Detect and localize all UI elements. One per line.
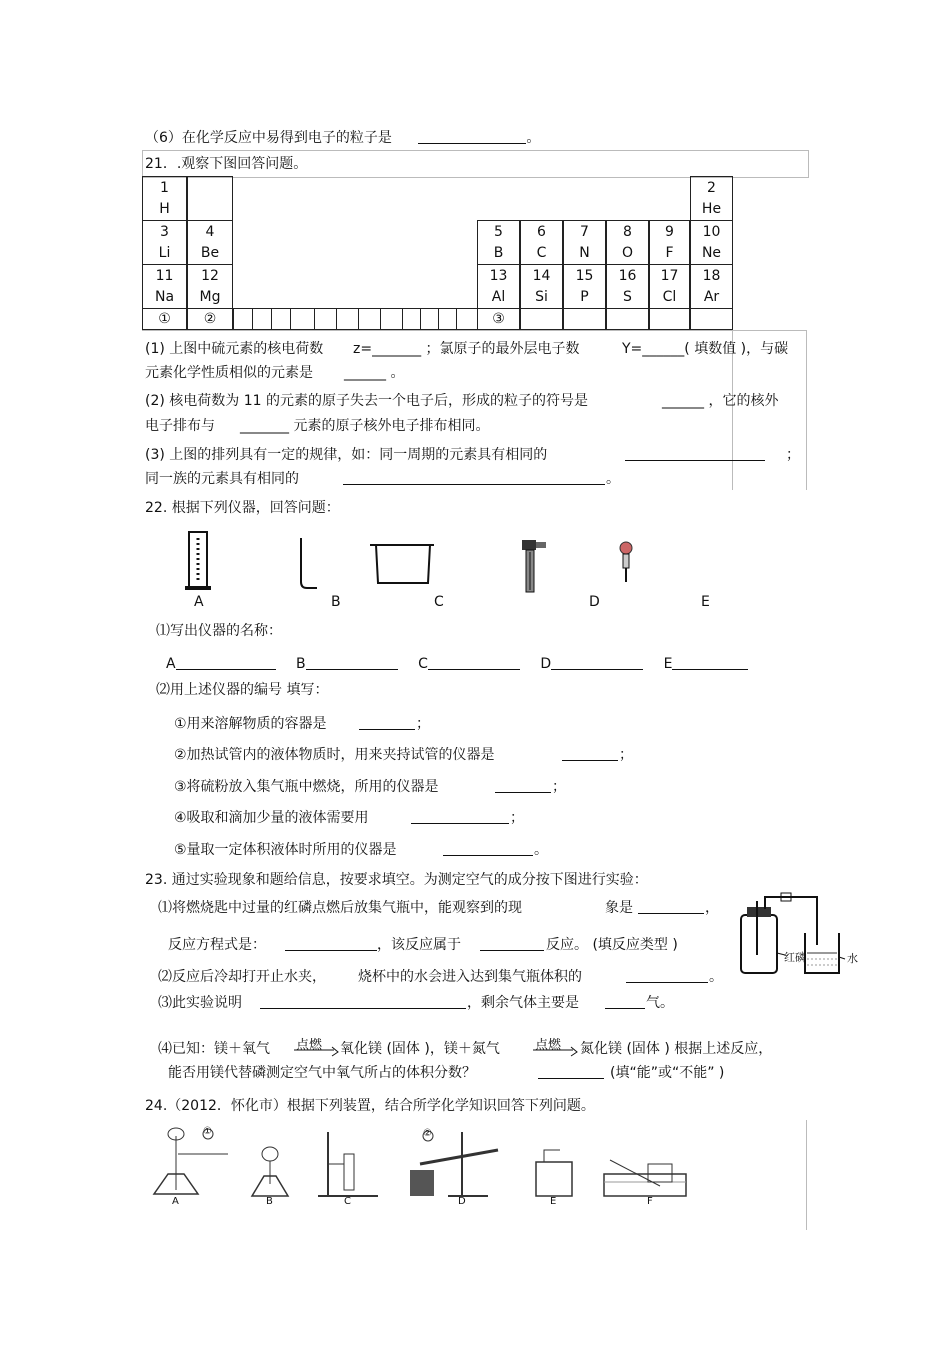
element-cell-ar xyxy=(690,264,733,309)
atomic-number: 6 xyxy=(537,224,546,240)
transition-cell xyxy=(456,308,478,330)
answer-blank[interactable] xyxy=(418,129,526,144)
q22-names-row xyxy=(166,655,748,673)
element-cell-cl xyxy=(649,264,690,309)
q21-p3d: 。 xyxy=(606,471,620,487)
q24-title: 24.（2012．怀化市）根据下列装置，结合所学化学知识回答下列问题。 xyxy=(145,1098,595,1114)
q22-title: 22. 根据下列仪器，回答问题： xyxy=(145,500,340,516)
transition-cell xyxy=(271,308,291,330)
atomic-number: 5 xyxy=(494,224,503,240)
atomic-number: 4 xyxy=(205,224,215,240)
answer-blank[interactable] xyxy=(359,715,415,730)
atomic-number: 16 xyxy=(618,268,637,284)
q23-l6a: 能否用镁代替磷测定空气中氧气所占的体积分数？ xyxy=(168,1065,476,1081)
deflagrating-spoon-icon xyxy=(518,536,552,596)
q22-subq1: ⑴写出仪器的名称： xyxy=(156,623,282,639)
element-symbol: Si xyxy=(535,289,548,305)
box-border xyxy=(142,330,807,331)
transition-cell xyxy=(420,308,439,330)
atomic-number: 11 xyxy=(155,268,174,284)
apparatus-label-a: A xyxy=(172,1196,179,1207)
element-cell-na xyxy=(142,264,187,309)
empty-cell xyxy=(606,308,649,330)
q20-item6-end: 。 xyxy=(526,130,541,146)
element-symbol: Li xyxy=(158,245,171,261)
q22-item3: ③将硫粉放入集气瓶中燃烧，所用的仪器是 xyxy=(174,779,439,795)
element-symbol: Ar xyxy=(703,289,720,305)
transition-cell xyxy=(233,308,253,330)
transition-cell xyxy=(358,308,381,330)
answer-blank[interactable] xyxy=(428,655,520,670)
atomic-number: 2 xyxy=(707,180,716,196)
q22-item5-end: 。 xyxy=(534,842,548,858)
answer-blank[interactable] xyxy=(343,470,605,485)
box-border xyxy=(806,1120,807,1230)
answer-blank[interactable] xyxy=(411,809,509,824)
atomic-number: 14 xyxy=(532,268,551,284)
element-symbol: S xyxy=(623,289,632,305)
answer-blank[interactable] xyxy=(443,841,533,856)
box-border xyxy=(806,330,807,490)
answer-blank[interactable] xyxy=(495,778,551,793)
instrument-label-d: D xyxy=(589,594,600,610)
element-symbol: F xyxy=(665,245,674,261)
transition-cell xyxy=(336,308,359,330)
air-composition-apparatus-figure xyxy=(735,893,865,983)
element-symbol: H xyxy=(159,201,170,217)
q23-l4a: ⑶此实验说明 xyxy=(158,995,242,1011)
empty-cell xyxy=(520,308,563,330)
instrument-label-b: B xyxy=(331,594,341,610)
element-symbol: Be xyxy=(200,245,220,261)
atomic-number: 13 xyxy=(489,268,508,284)
transition-cell xyxy=(380,308,403,330)
test-tube-holder-icon xyxy=(297,536,327,592)
atomic-number: 17 xyxy=(660,268,679,284)
q21-p1e: ______ 。 xyxy=(344,365,405,381)
q21-p1c: Y=______( 填数值 )，与碳 xyxy=(622,341,789,357)
atomic-number: 12 xyxy=(201,268,219,284)
q22-item4: ④吸取和滴加少量的液体需要用 xyxy=(174,810,369,826)
q21-p2a: (2) 核电荷数为 11 的元素的原子失去一个电子后，形成的粒子的符号是 xyxy=(145,393,588,409)
element-cell-he xyxy=(690,176,733,221)
period-marker: ① xyxy=(142,308,187,330)
atomic-number: 3 xyxy=(160,224,169,240)
q23-l4c: 气。 xyxy=(646,995,674,1011)
q21-p1a: (1) 上图中硫元素的核电荷数 xyxy=(145,341,324,357)
q22-item1-end: ； xyxy=(416,716,430,732)
answer-blank[interactable] xyxy=(480,936,544,951)
atomic-number: 15 xyxy=(575,268,594,284)
empty-cell xyxy=(563,308,606,330)
element-cell-c xyxy=(520,220,563,265)
reaction-condition: 点燃 xyxy=(296,1038,323,1053)
element-cell-mg xyxy=(187,264,233,309)
element-cell-si xyxy=(520,264,563,309)
element-symbol: O xyxy=(621,245,634,261)
atomic-number: 9 xyxy=(665,224,674,240)
atomic-number: 8 xyxy=(623,224,632,240)
atomic-number: 10 xyxy=(702,224,721,240)
atomic-number: 7 xyxy=(580,224,589,240)
q20-item6 xyxy=(145,129,540,147)
q23-l1b: 象是 xyxy=(605,900,633,916)
q21-p3c: 同一族的元素具有相同的 xyxy=(145,471,299,487)
element-cell-ne xyxy=(690,220,733,265)
q21-p3b: ； xyxy=(786,447,800,463)
answer-blank[interactable] xyxy=(625,446,765,461)
q21-p1-line1 xyxy=(145,340,323,358)
arrow-right-icon xyxy=(294,1048,340,1058)
empty-cell xyxy=(187,176,233,221)
name-label-a: A xyxy=(166,656,176,672)
q22-item2-end: ； xyxy=(619,747,633,763)
apparatus-label-b: B xyxy=(266,1196,273,1207)
apparatus-mark-2: ② xyxy=(423,1128,432,1139)
q23-l1a: ⑴将燃烧匙中过量的红磷点燃后放集气瓶中，能观察到的现 xyxy=(158,900,522,916)
apparatus-label-e: E xyxy=(550,1196,557,1207)
q21-p2c: 电子排布与 xyxy=(145,418,215,434)
apparatus-mark-1: ① xyxy=(203,1126,212,1137)
transition-cell xyxy=(314,308,337,330)
atomic-number: 18 xyxy=(702,268,721,284)
reaction-condition: 点燃 xyxy=(535,1038,562,1053)
q23-l5c: 氮化镁 (固体 ) 根据上述反应， xyxy=(580,1041,773,1057)
answer-blank[interactable] xyxy=(306,655,398,670)
q23-l3a: ⑵反应后冷却打开止水夹， xyxy=(158,969,326,985)
q23-l3c: 。 xyxy=(709,969,723,985)
element-cell-o xyxy=(606,220,649,265)
element-cell-li xyxy=(142,220,187,265)
apparatus-label-c: C xyxy=(344,1196,351,1207)
q23-l5b: 氧化镁 (固体 )，镁＋氮气 xyxy=(340,1041,500,1057)
element-cell-al xyxy=(477,264,520,309)
apparatus-label-f: F xyxy=(647,1196,653,1207)
answer-blank[interactable] xyxy=(672,655,748,670)
beaker-icon xyxy=(368,543,436,587)
instrument-label-c: C xyxy=(434,594,444,610)
q22-item3-end: ； xyxy=(552,779,566,795)
q21-p1b: z=_______ ；氯原子的最外层电子数 xyxy=(353,341,580,357)
answer-blank[interactable] xyxy=(638,899,704,914)
graduated-cylinder-icon xyxy=(185,530,215,594)
answer-blank[interactable] xyxy=(562,746,618,761)
instrument-label-a: A xyxy=(194,594,204,610)
q20-item6-text: （6）在化学反应中易得到电子的粒子是 xyxy=(145,130,392,146)
element-symbol: C xyxy=(536,245,547,261)
atomic-number: 1 xyxy=(160,180,169,196)
answer-blank[interactable] xyxy=(176,655,276,670)
period-marker: ③ xyxy=(477,308,520,330)
answer-blank[interactable] xyxy=(285,936,377,951)
q23-l1c: ， xyxy=(705,900,719,916)
q21-title: 21．.观察下图回答问题。 xyxy=(145,156,308,172)
period-marker: ② xyxy=(187,308,233,330)
q22-item2: ②加热试管内的液体物质时，用来夹持试管的仪器是 xyxy=(174,747,495,763)
q23-title: 23. 通过实验现象和题给信息，按要求填空。为测定空气的成分按下图进行实验： xyxy=(145,872,648,888)
arrow-right-icon xyxy=(533,1048,579,1058)
q21-p3a: (3) 上图的排列具有一定的规律，如：同一周期的元素具有相同的 xyxy=(145,447,548,463)
element-cell-f xyxy=(649,220,690,265)
element-cell-n xyxy=(563,220,606,265)
q22-subq2: ⑵用上述仪器的编号 填写： xyxy=(156,682,329,698)
element-symbol: Mg xyxy=(199,289,221,305)
empty-cell xyxy=(690,308,733,330)
q23-l5a: ⑷已知：镁＋氧气 xyxy=(158,1041,270,1057)
name-label-c: C xyxy=(418,656,428,672)
name-label-e: E xyxy=(663,656,673,672)
fig-label-water: 水 xyxy=(847,952,858,965)
q23-l2c: 反应。 (填反应类型 ) xyxy=(546,937,678,953)
fig-label-red-phosphorus: 红磷 xyxy=(784,951,806,964)
answer-blank[interactable] xyxy=(551,655,643,670)
q22-item5: ⑤量取一定体积液体时所用的仪器是 xyxy=(174,842,397,858)
answer-blank[interactable] xyxy=(605,994,645,1009)
q21-p1d: 元素化学性质相似的元素是 xyxy=(145,365,313,381)
element-cell-h xyxy=(142,176,187,221)
q23-l4b: ，剩余气体主要是 xyxy=(467,995,579,1011)
name-label-b: B xyxy=(296,656,306,672)
element-cell-b xyxy=(477,220,520,265)
transition-cell xyxy=(438,308,457,330)
name-label-d: D xyxy=(540,656,552,672)
element-symbol: Ne xyxy=(701,245,722,261)
empty-cell xyxy=(649,308,690,330)
element-cell-be xyxy=(187,220,233,265)
element-cell-s xyxy=(606,264,649,309)
element-symbol: Cl xyxy=(662,289,677,305)
element-symbol: B xyxy=(493,245,504,261)
answer-blank[interactable] xyxy=(538,1064,604,1079)
element-symbol: P xyxy=(580,289,589,305)
q23-l6b: (填“能”或“不能” ) xyxy=(610,1065,725,1081)
element-symbol: N xyxy=(579,245,590,261)
apparatus-label-d: D xyxy=(458,1196,466,1207)
dropper-icon xyxy=(617,541,637,585)
transition-cell xyxy=(402,308,421,330)
instrument-label-e: E xyxy=(701,594,710,610)
element-symbol: Na xyxy=(154,289,175,305)
transition-cell xyxy=(290,308,315,330)
q21-p2b: ______ ，它的核外 xyxy=(662,393,779,409)
q23-l3b: 烧杯中的水会进入达到集气瓶体积的 xyxy=(358,969,582,985)
answer-blank[interactable] xyxy=(626,968,708,983)
q21-p2d: _______ 元素的原子核外电子排布相同。 xyxy=(240,418,490,434)
q23-l2b: ，该反应属于 xyxy=(377,937,461,953)
element-symbol: Al xyxy=(491,289,506,305)
answer-blank[interactable] xyxy=(260,994,466,1009)
element-symbol: He xyxy=(701,201,722,217)
element-cell-p xyxy=(563,264,606,309)
q23-l2a: 反应方程式是： xyxy=(168,937,266,953)
q22-item4-end: ； xyxy=(510,810,524,826)
transition-cell xyxy=(252,308,272,330)
q22-item1: ①用来溶解物质的容器是 xyxy=(174,716,327,732)
